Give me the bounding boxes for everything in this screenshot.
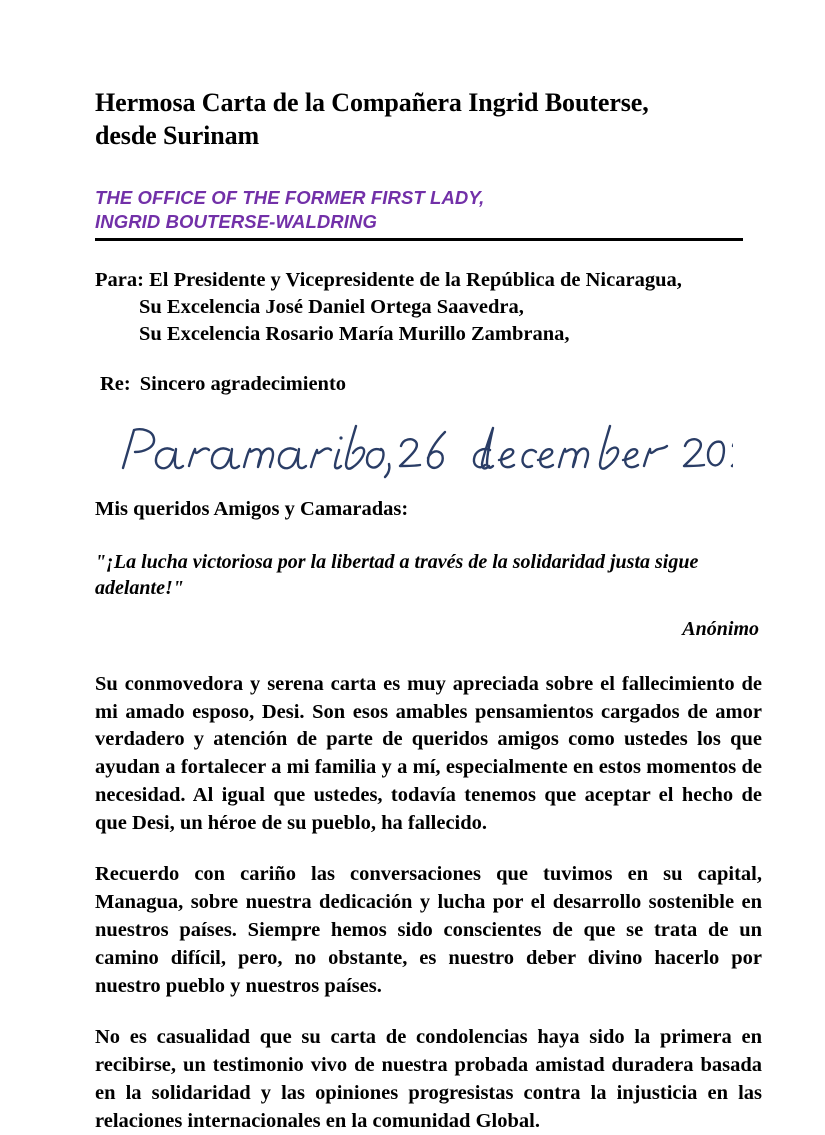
pull-quote: "¡La lucha victoriosa por la libertad a través de la solidaridad justa sigue adelante!" bbox=[95, 550, 699, 600]
letterhead-line-1: THE OFFICE OF THE FORMER FIRST LADY, bbox=[95, 186, 485, 208]
letterhead-block bbox=[95, 186, 743, 241]
body-paragraph: Recuerdo con cariño las conversaciones que tuvimos en su capital, Managua, sobre nuestra dedicación y lucha por el desarrollo sostenible en nuestros países. Siempre hemos sido conscientes de que se trata de un camino difícil, pero, no obstante, es nuestro deber divino hacerlo por nuestro pueblo y nuestros países. bbox=[95, 863, 762, 997]
greeting-line: Mis queridos Amigos y Camaradas: bbox=[95, 498, 409, 521]
handwriting-date-glyphs bbox=[113, 422, 733, 484]
addressee-line-president: Para: El Presidente y Vicepresidente de la República de Nicaragua, bbox=[95, 268, 682, 291]
addressee-line-murillo: Su Excelencia Rosario María Murillo Zambrana, bbox=[139, 323, 570, 346]
subject-label: Re: bbox=[100, 373, 131, 396]
subject-line bbox=[95, 371, 762, 398]
letterhead-line-2: INGRID BOUTERSE-WALDRING bbox=[95, 210, 377, 232]
page-title: Hermosa Carta de la Compañera Ingrid Bouterse, desde Surinam bbox=[95, 88, 649, 151]
body-paragraph: No es casualidad que su carta de condolencias haya sido la primera en recibirse, un testimonio vivo de nuestra probada amistad duradera basada en la solidaridad y las opiniones progresistas contra la injusticia en las relaciones internacionales en la comunidad Global. bbox=[95, 1026, 762, 1132]
handwritten-date-line bbox=[95, 422, 762, 484]
addressee-block bbox=[95, 267, 762, 349]
quote-attribution: Anónimo bbox=[682, 617, 759, 640]
body-paragraph: Su conmovedora y serena carta es muy apreciada sobre el fallecimiento de mi amado esposo, Desi. Son esos amables pensamientos cargados de amor verdadero y atención de parte de queridos amigos como ustedes los que ayudan a fortalecer a mi familia y a mí, especialmente en estos momentos de necesidad. Al igual que ustedes, todavía tenemos que aceptar el hecho de que Desi, un héroe de su pueblo, ha fallecido. bbox=[95, 672, 762, 834]
addressee-line-ortega: Su Excelencia José Daniel Ortega Saavedra, bbox=[139, 295, 524, 318]
subject-text: Sincero agradecimiento bbox=[139, 373, 347, 396]
letter-body bbox=[95, 671, 762, 1135]
